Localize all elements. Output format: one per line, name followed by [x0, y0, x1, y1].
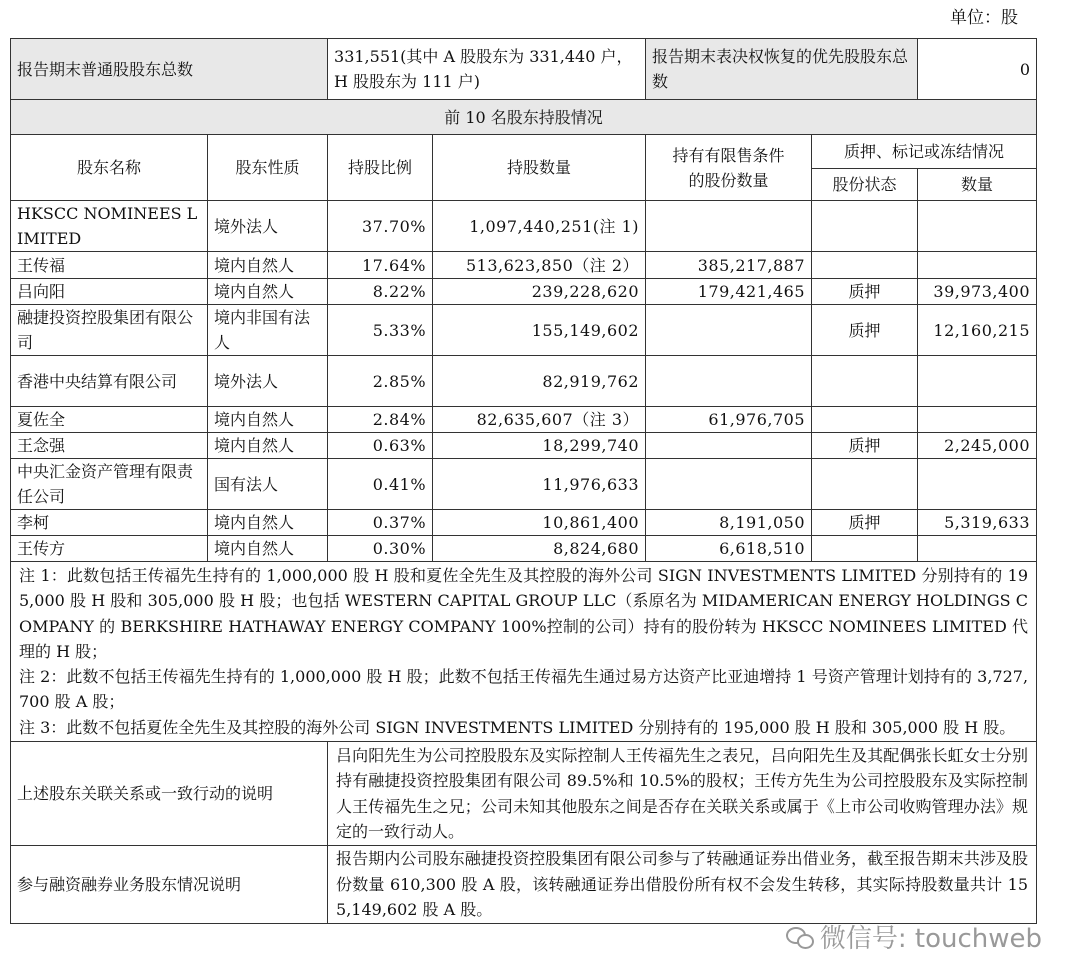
shareholding-quantity: 18,299,740: [433, 433, 646, 459]
total-holders-label: 报告期末普通股股东总数: [11, 39, 328, 100]
note-2: 注 2：此数不包括王传福先生持有的 1,000,000 股 H 股；此数不包括王传福先生通过易方达资产比亚迪增持 1 号资产管理计划持有的 3,727,700 股 A 股；: [19, 667, 1029, 712]
pledge-status: [812, 407, 918, 433]
shareholder-name: 王传福: [11, 252, 208, 279]
table-row: [11, 433, 1037, 459]
unit-label: 单位：股: [950, 8, 1018, 28]
pledge-status: [812, 536, 918, 562]
shareholding-quantity: 8,824,680: [433, 536, 646, 562]
shareholder-name: 夏佐全: [11, 407, 208, 433]
restricted-shares: [646, 433, 812, 459]
pledge-count: [918, 407, 1037, 433]
restricted-shares: 385,217,887: [646, 252, 812, 279]
restricted-shares: 8,191,050: [646, 510, 812, 536]
table-row: [11, 356, 1037, 407]
shareholding-quantity: 513,623,850（注 2）: [433, 252, 646, 279]
wechat-icon: [786, 926, 814, 948]
shareholder-nature: 境内自然人: [208, 433, 328, 459]
shareholder-nature: 境内自然人: [208, 536, 328, 562]
shareholding-ratio: 17.64%: [328, 252, 433, 279]
pledge-count: 2,245,000: [918, 433, 1037, 459]
restricted-shares: 61,976,705: [646, 407, 812, 433]
restricted-shares: 6,618,510: [646, 536, 812, 562]
shareholding-ratio: 2.84%: [328, 407, 433, 433]
shareholding-ratio: 0.37%: [328, 510, 433, 536]
shareholder-nature: 境内非国有法人: [208, 305, 328, 356]
pledge-status: 质押: [812, 305, 918, 356]
watermark: [786, 918, 1042, 955]
restricted-shares: [646, 459, 812, 510]
header-restricted: 持有有限售条件的股份数量: [646, 135, 812, 201]
table-row: [11, 279, 1037, 305]
shareholding-ratio: 5.33%: [328, 305, 433, 356]
header-status: 股份状态: [812, 169, 918, 201]
pledge-count: 5,319,633: [918, 510, 1037, 536]
shareholder-table: [10, 38, 1037, 924]
header-ratio: 持股比例: [328, 135, 433, 201]
shareholder-nature: 国有法人: [208, 459, 328, 510]
pledge-status: [812, 252, 918, 279]
shareholding-ratio: 0.30%: [328, 536, 433, 562]
header-pledge: 质押、标记或冻结情况: [812, 135, 1037, 169]
pledge-count: [918, 356, 1037, 407]
shareholder-nature: 境外法人: [208, 201, 328, 252]
pledge-status: [812, 459, 918, 510]
shareholding-quantity: 155,149,602: [433, 305, 646, 356]
table-row: [11, 252, 1037, 279]
header-nature: 股东性质: [208, 135, 328, 201]
shareholding-quantity: 1,097,440,251(注 1): [433, 201, 646, 252]
margin-label: 参与融资融券业务股东情况说明: [11, 846, 328, 924]
table-row: [11, 536, 1037, 562]
restricted-shares: [646, 356, 812, 407]
section-title: 前 10 名股东持股情况: [11, 100, 1037, 135]
table-row: [11, 459, 1037, 510]
margin-text: 报告期内公司股东融捷投资控股集团有限公司参与了转融通证券出借业务，截至报告期末共涉及股份数量 610,300 股 A 股，该转融通证券出借股份所有权不会发生转移，其实际持股数量共计 155,149,602 股 A 股。: [328, 846, 1037, 924]
shareholding-quantity: 239,228,620: [433, 279, 646, 305]
relation-label: 上述股东关联关系或一致行动的说明: [11, 742, 328, 846]
shareholding-ratio: 8.22%: [328, 279, 433, 305]
pledge-status: 质押: [812, 510, 918, 536]
note-3: 注 3：此数不包括夏佐全先生及其控股的海外公司 SIGN INVESTMENTS LIMITED 分别持有的 195,000 股 H 股和 305,000 股 H 股。: [19, 717, 1016, 737]
note-1: 注 1：此数包括王传福先生持有的 1,000,000 股 H 股和夏佐全先生及其控股的海外公司 SIGN INVESTMENTS LIMITED 分别持有的 195,000 股 H 股和 305,000 股 H 股；也包括 WESTERN CAPITAL GROUP LLC（系原名为 MIDAMERICAN ENERGY HOLDINGS COMPANY 的 BERKSHIRE HATHAWAY ENERGY COMPANY 100%控制的公司）持有的股份转为 HKSCC NOMINEES LIMITED 代理的 H 股；: [19, 566, 1029, 661]
table-row: [11, 510, 1037, 536]
header-count: 数量: [918, 169, 1037, 201]
shareholder-name: 王念强: [11, 433, 208, 459]
shareholder-name: HKSCC NOMINEES LIMITED: [11, 201, 208, 252]
pledge-count: [918, 536, 1037, 562]
shareholding-quantity: 10,861,400: [433, 510, 646, 536]
restricted-shares: [646, 305, 812, 356]
shareholding-quantity: 82,919,762: [433, 356, 646, 407]
restricted-shares: 179,421,465: [646, 279, 812, 305]
pledge-status: [812, 356, 918, 407]
shareholder-nature: 境内自然人: [208, 279, 328, 305]
pledge-count: 39,973,400: [918, 279, 1037, 305]
total-holders-value: 331,551(其中 A 股股东为 331,440 户，H 股股东为 111 户): [328, 39, 646, 100]
pledge-status: 质押: [812, 279, 918, 305]
shareholding-ratio: 0.41%: [328, 459, 433, 510]
notes-cell: [11, 562, 1037, 742]
shareholding-quantity: 82,635,607（注 3）: [433, 407, 646, 433]
shareholder-nature: 境内自然人: [208, 407, 328, 433]
shareholder-name: 香港中央结算有限公司: [11, 356, 208, 407]
pledge-count: [918, 252, 1037, 279]
shareholding-quantity: 11,976,633: [433, 459, 646, 510]
shareholder-nature: 境内自然人: [208, 252, 328, 279]
pledge-count: 12,160,215: [918, 305, 1037, 356]
table-row: [11, 305, 1037, 356]
pledge-status: [812, 201, 918, 252]
relation-text: 吕向阳先生为公司控股股东及实际控制人王传福先生之表兄，吕向阳先生及其配偶张长虹女士分别持有融捷投资控股集团有限公司 89.5%和 10.5%的股权；王传方先生为公司控股股东及实际控制人王传福先生之兄；公司未知其他股东之间是否存在关联关系或属于《上市公司收购管理办法》规定的一致行动人。: [328, 742, 1037, 846]
pledge-status: 质押: [812, 433, 918, 459]
pledge-count: [918, 201, 1037, 252]
shareholder-name: 王传方: [11, 536, 208, 562]
shareholder-nature: 境外法人: [208, 356, 328, 407]
shareholder-name: 吕向阳: [11, 279, 208, 305]
watermark-text: 微信号: touchweb: [819, 924, 1042, 954]
shareholder-name: 融捷投资控股集团有限公司: [11, 305, 208, 356]
shareholder-name: 中央汇金资产管理有限责任公司: [11, 459, 208, 510]
preferred-holders-label: 报告期末表决权恢复的优先股股东总数: [646, 39, 918, 100]
shareholding-ratio: 2.85%: [328, 356, 433, 407]
shareholding-ratio: 37.70%: [328, 201, 433, 252]
header-name: 股东名称: [11, 135, 208, 201]
header-quantity: 持股数量: [433, 135, 646, 201]
restricted-shares: [646, 201, 812, 252]
shareholder-nature: 境内自然人: [208, 510, 328, 536]
shareholding-ratio: 0.63%: [328, 433, 433, 459]
shareholder-name: 李柯: [11, 510, 208, 536]
preferred-holders-value: 0: [918, 39, 1037, 100]
table-row: [11, 201, 1037, 252]
table-row: [11, 407, 1037, 433]
pledge-count: [918, 459, 1037, 510]
